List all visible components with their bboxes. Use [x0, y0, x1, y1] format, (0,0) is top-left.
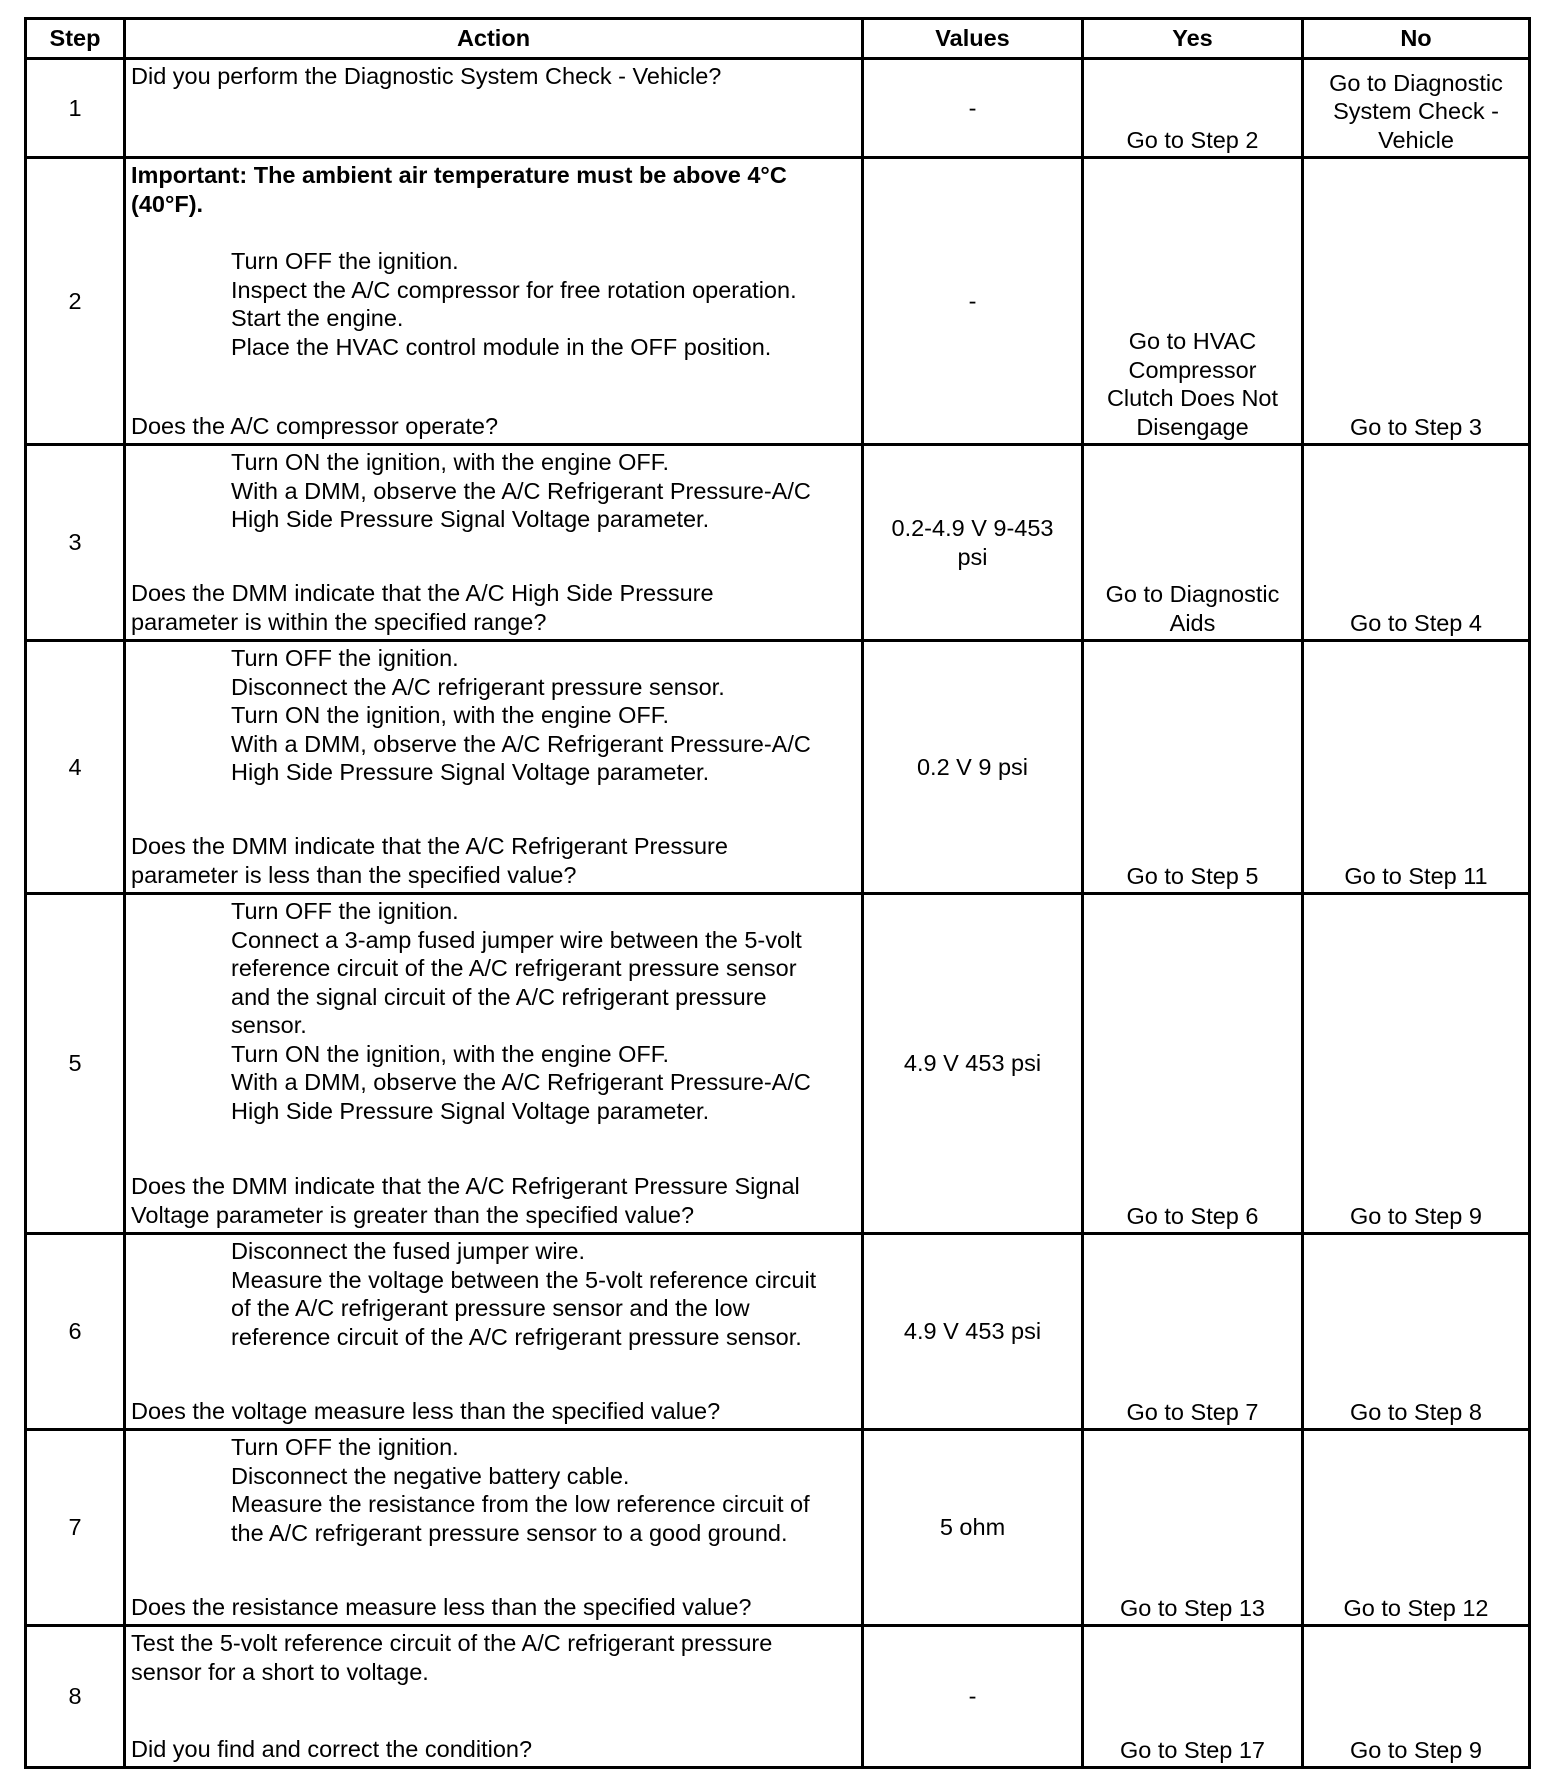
values-text: -: [968, 94, 977, 121]
values-cell: [863, 1234, 1083, 1430]
yes-text: Go to Step 6: [1126, 1202, 1259, 1229]
step-number: 1: [26, 59, 125, 158]
action-cell: [125, 641, 863, 894]
yes-cell: [1083, 445, 1303, 641]
action-top: [131, 448, 855, 534]
yes-text: Go to Diagnostic Aids: [1105, 581, 1280, 636]
action-steps: Turn ON the ignition, with the engine OFF. With a DMM, observe the A/C Refrigerant Pressure-A/C High Side Pressure Signal Voltage parameter.: [231, 449, 811, 532]
action-content: [131, 1629, 855, 1763]
step-number: 2: [26, 158, 125, 445]
no-text: Go to Step 3: [1350, 413, 1482, 440]
action-question: Does the DMM indicate that the A/C Refrigerant Pressure Signal Voltage parameter is greater than the specified value?: [131, 1173, 800, 1228]
important-note: Important: The ambient air temperature must be above 4°C (40°F).: [131, 162, 787, 217]
values-text: 4.9 V 453 psi: [903, 1050, 1042, 1077]
no-text: Go to Step 9: [1350, 1736, 1482, 1763]
action-top: [131, 1433, 855, 1547]
table-row: [26, 1626, 1530, 1768]
action-cell: [125, 894, 863, 1234]
action-question: Does the A/C compressor operate?: [131, 412, 499, 439]
action-cell: [125, 1234, 863, 1430]
action-cell: [125, 1430, 863, 1626]
action-question: Did you find and correct the condition?: [131, 1735, 533, 1762]
yes-cell: [1083, 894, 1303, 1234]
no-cell: [1303, 641, 1530, 894]
yes-cell: [1083, 158, 1303, 445]
no-cell: [1303, 1234, 1530, 1430]
action-question: Does the voltage measure less than the specified value?: [131, 1397, 721, 1424]
no-text: Go to Step 8: [1350, 1398, 1482, 1425]
table-row: [26, 641, 1530, 894]
yes-cell: [1083, 1430, 1303, 1626]
table-row: [26, 445, 1530, 641]
values-cell: [863, 641, 1083, 894]
action-content: [131, 1433, 855, 1621]
step-number: 6: [26, 1234, 125, 1430]
header-yes: Yes: [1083, 19, 1303, 59]
diagnostic-table-page: [24, 17, 1528, 1769]
action-steps: Turn OFF the ignition. Connect a 3-amp fused jumper wire between the 5-volt reference circuit of the A/C refrigerant pressure sensor and the signal circuit of the A/C refrigerant pressure sensor. Turn ON the ignition, with the engine OFF. With a DMM, observe the A/C Refrigerant Pressure-A/C High Side Pressure Signal Voltage parameter.: [231, 898, 811, 1124]
table-row: [26, 59, 1530, 158]
action-steps: Disconnect the fused jumper wire. Measure the voltage between the 5-volt reference circuit of the A/C refrigerant pressure sensor and the low reference circuit of the A/C refrigerant pressure sensor.: [231, 1238, 817, 1350]
values-cell: [863, 445, 1083, 641]
yes-text: Go to Step 5: [1126, 862, 1259, 889]
action-intro: Test the 5-volt reference circuit of the A/C refrigerant pressure sensor for a short to voltage.: [131, 1630, 773, 1685]
no-cell: [1303, 445, 1530, 641]
action-content: [131, 448, 855, 636]
action-question: Does the resistance measure less than the specified value?: [131, 1593, 752, 1620]
action-top: [131, 62, 855, 91]
table-row: [26, 1234, 1530, 1430]
action-intro: Did you perform the Diagnostic System Check - Vehicle?: [131, 63, 722, 89]
action-cell: [125, 445, 863, 641]
step-number: 3: [26, 445, 125, 641]
action-steps: Turn OFF the ignition. Disconnect the negative battery cable. Measure the resistance from the low reference circuit of the A/C refrigerant pressure sensor to a good ground.: [231, 1434, 810, 1546]
no-cell: [1303, 1626, 1530, 1768]
step-number: 8: [26, 1626, 125, 1768]
action-top: [131, 644, 855, 787]
header-values: Values: [863, 19, 1083, 59]
values-cell: [863, 894, 1083, 1234]
action-cell: [125, 158, 863, 445]
action-content: [131, 897, 855, 1229]
yes-text: Go to HVAC Compressor Clutch Does Not Disengage: [1106, 328, 1279, 440]
yes-cell: [1083, 59, 1303, 158]
values-cell: [863, 59, 1083, 158]
step-number: 7: [26, 1430, 125, 1626]
action-content: [131, 644, 855, 889]
action-content: [131, 1237, 855, 1425]
action-top: [131, 1237, 855, 1351]
values-text: 4.9 V 453 psi: [903, 1318, 1042, 1345]
action-top: [131, 897, 855, 1125]
action-content: [131, 62, 855, 153]
no-cell: [1303, 1430, 1530, 1626]
values-text: 0.2-4.9 V 9-453 psi: [891, 515, 1054, 570]
action-top: [131, 1629, 855, 1686]
yes-text: Go to Step 2: [1126, 126, 1259, 153]
no-cell: [1303, 59, 1530, 158]
yes-text: Go to Step 13: [1119, 1594, 1266, 1621]
action-steps: Turn OFF the ignition. Disconnect the A/C refrigerant pressure sensor. Turn ON the ignition, with the engine OFF. With a DMM, observe the A/C Refrigerant Pressure-A/C High Side Pressure Signal Voltage parameter.: [231, 645, 811, 785]
values-cell: [863, 1430, 1083, 1626]
table-row: [26, 1430, 1530, 1626]
no-cell: [1303, 894, 1530, 1234]
no-text: Go to Diagnostic System Check - Vehicle: [1329, 69, 1503, 153]
diagnostic-table: [24, 17, 1531, 1769]
action-top: [131, 161, 855, 361]
step-number: 5: [26, 894, 125, 1234]
values-text: 5 ohm: [939, 1514, 1006, 1541]
no-cell: [1303, 158, 1530, 445]
no-text: Go to Step 11: [1344, 862, 1488, 889]
yes-text: Go to Step 17: [1119, 1736, 1266, 1763]
header-no: No: [1303, 19, 1530, 59]
header-row: [26, 19, 1530, 59]
yes-cell: [1083, 1626, 1303, 1768]
yes-cell: [1083, 1234, 1303, 1430]
action-question: Does the DMM indicate that the A/C Refrigerant Pressure parameter is less than the specified value?: [131, 833, 728, 888]
table-row: [26, 158, 1530, 445]
step-number: 4: [26, 641, 125, 894]
action-cell: [125, 59, 863, 158]
table-row: [26, 894, 1530, 1234]
action-question: Does the DMM indicate that the A/C High Side Pressure parameter is within the specified range?: [131, 580, 714, 635]
no-text: Go to Step 4: [1350, 609, 1482, 636]
header-step: Step: [26, 19, 125, 59]
action-cell: [125, 1626, 863, 1768]
action-content: [131, 161, 855, 440]
values-text: -: [968, 287, 977, 314]
values-text: 0.2 V 9 psi: [916, 753, 1029, 780]
yes-cell: [1083, 641, 1303, 894]
header-action: Action: [125, 19, 863, 59]
table-body: [26, 59, 1530, 1768]
yes-text: Go to Step 7: [1126, 1398, 1259, 1425]
values-text: -: [968, 1683, 977, 1710]
no-text: Go to Step 12: [1343, 1594, 1489, 1621]
values-cell: [863, 158, 1083, 445]
values-cell: [863, 1626, 1083, 1768]
action-steps: Turn OFF the ignition. Inspect the A/C compressor for free rotation operation. Start the engine. Place the HVAC control module in the OFF position.: [231, 248, 797, 360]
no-text: Go to Step 9: [1350, 1202, 1482, 1229]
